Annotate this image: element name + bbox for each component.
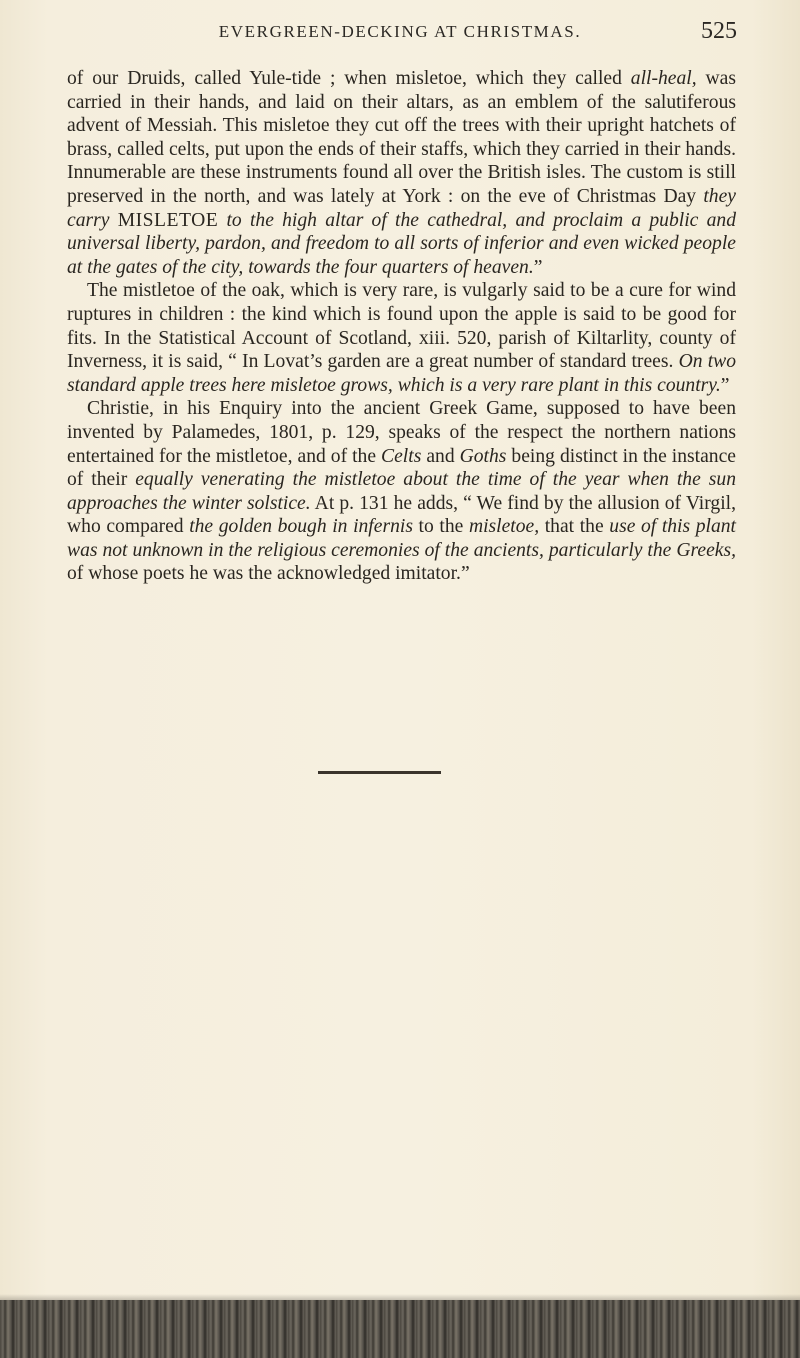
scan-bottom-edge — [0, 1300, 800, 1358]
text-run: ” — [533, 256, 543, 278]
italic-run: misletoe, — [468, 516, 540, 538]
paragraph-3 — [67, 397, 736, 586]
text-run: that the — [539, 516, 610, 538]
italic-run: they carry — [67, 185, 736, 231]
text-run: was carried in their hands, and laid on their altars, as an emblem of the salutiferous advent of Messiah. This misletoe they cut off the trees with their upright hatchets of brass, called celts, put upon the ends of their staffs, which they carried in their hands. Innumerable are these instruments found all over the British isles. The custom is still preserved in the north, and was lately at York : on the eve of Christmas Day — [67, 68, 736, 207]
italic-run: Celts — [381, 445, 422, 467]
text-run: of whose poets he was the acknowledged imitator.” — [67, 563, 470, 585]
paragraph-1 — [67, 67, 736, 279]
text-run: to the — [412, 516, 469, 538]
text-run: being distinct in the instance of their — [67, 445, 736, 491]
italic-run: all-heal, — [630, 68, 697, 89]
paragraph-2 — [67, 279, 736, 397]
italic-run: to the high altar of the cathedral, and proclaim a public and universal liberty, pardon, and freedom to all sorts of inferior and even wicked people at the gates of the city, towards the four quarters of heaven. — [67, 209, 736, 278]
text-run: At p. 131 he adds, “ We find by the allusion of Virgil, who compared — [67, 492, 736, 538]
italic-run: use of this plant was not unknown in the religious ceremonies of the ancients, particularly the Greeks, — [67, 516, 737, 561]
section-rule — [318, 771, 441, 774]
text-run: ” — [720, 374, 730, 396]
text-run: of our Druids, called Yule-tide ; when misletoe, which they called — [67, 68, 631, 89]
text-run: The mistletoe of the oak, which is very rare, is vulgarly said to be a cure for wind ruptures in children : the kind which is found upon the apple is said to be good for fits. In the Statistical Account of Scotland, xiii. 520, parish of Kiltarlity, county of Inverness, it is said, “ In Lovat’s garden are a great number of standard trees. — [67, 280, 736, 373]
italic-run: the golden bough in infernis — [189, 516, 413, 538]
text-run: Christie, in his Enquiry into the ancient Greek Game, supposed to have been invented by Palamedes, 1801, p. 129, speaks of the respect the northern nations entertained for the mistletoe, and of the — [67, 398, 736, 467]
text-run: and — [421, 445, 460, 467]
running-title: EVERGREEN-DECKING AT CHRISTMAS. — [218, 22, 582, 41]
italic-run: Goths — [459, 445, 507, 467]
page-number: 525 — [701, 18, 737, 44]
body-text — [67, 67, 736, 586]
italic-run: equally venerating the mistletoe about the time of the year when the sun approaches the winter solstice. — [67, 469, 736, 514]
italic-run: On two standard apple trees here misletoe grows, which is a very rare plant in this country. — [67, 351, 737, 396]
small-caps-run: MISLETOE — [117, 209, 219, 231]
running-head — [0, 20, 800, 50]
